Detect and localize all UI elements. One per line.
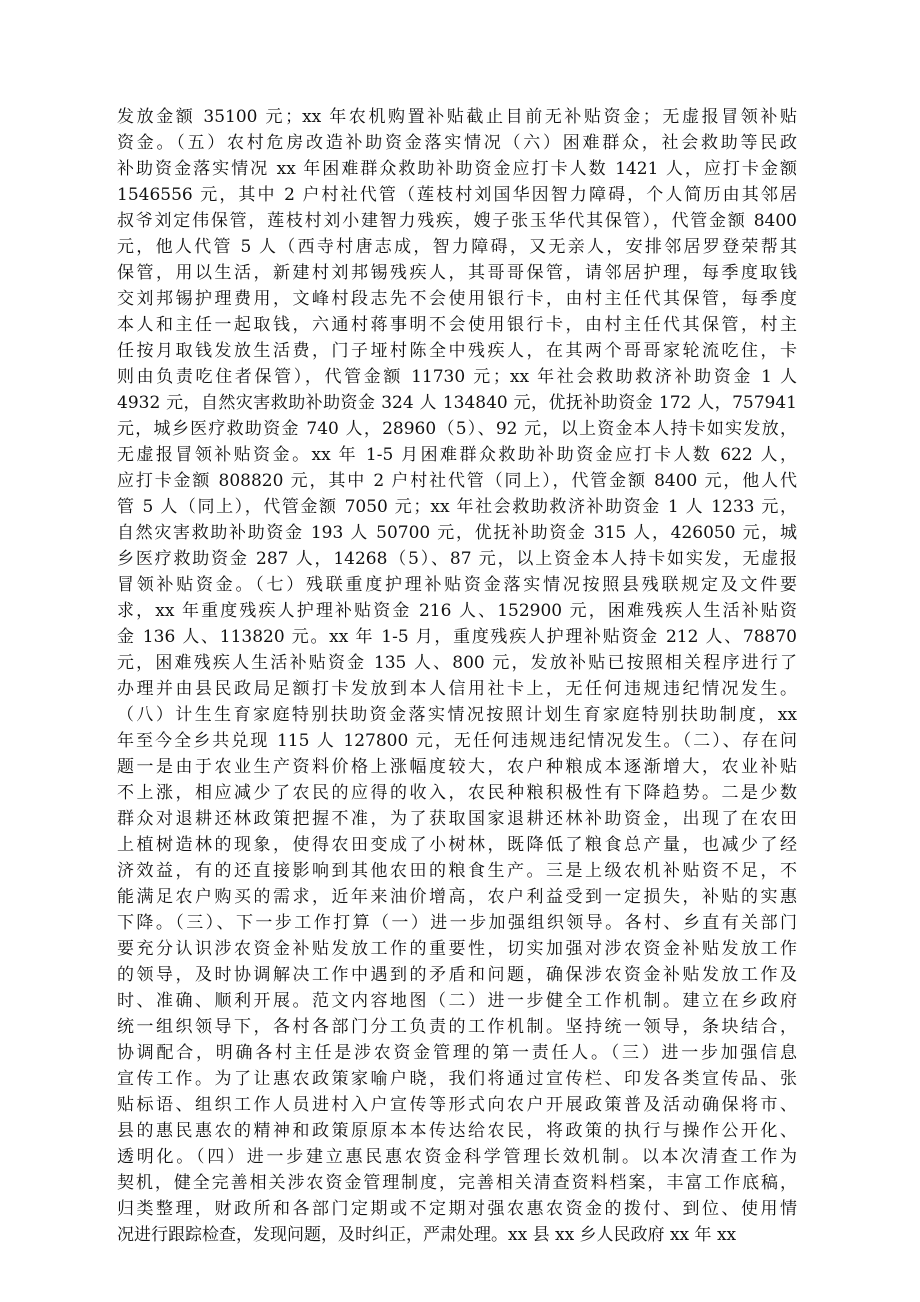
- text-line: 1546556 元，其中 2 户村社代管（莲枝村刘国华因智力障碍，个人简历由其邻居: [117, 185, 797, 205]
- text-line: 管 5 人（同上），代管金额 7050 元；xx 年社会救助救济补助资金 1 人 1233 元，: [117, 497, 797, 517]
- text-line: 叔爷刘定伟保管，莲枝村刘小建智力残疾，嫂子张玉华代其保管），代管金额 8400: [117, 211, 797, 231]
- text-line: 无虚报冒领补贴资金。xx 年 1-5 月困难群众救助补助资金应打卡人数 622 人，: [117, 445, 797, 465]
- text-line: 发放金额 35100 元；xx 年农机购置补贴截止目前无补贴资金；无虚报冒领补贴: [117, 107, 797, 127]
- text-line: 元，城乡医疗救助资金 740 人，28960（5）、92 元，以上资金本人持卡如实发放，: [117, 419, 797, 439]
- text-line: 4932 元，自然灾害救助补助资金 324 人 134840 元，优抚补助资金 172 人，757941: [117, 393, 797, 413]
- text-line: 题一是由于农业生产资料价格上涨幅度较大，农户种粮成本逐渐增大，农业补贴: [117, 757, 797, 777]
- text-line: 宣传工作。为了让惠农政策家喻户晓，我们将通过宣传栏、印发各类宣传品、张: [117, 1069, 797, 1089]
- text-line: 上植树造林的现象，使得农田变成了小树林，既降低了粮食总产量，也减少了经: [117, 835, 797, 855]
- text-line: 乡医疗救助资金 287 人，14268（5）、87 元，以上资金本人持卡如实发，无虚报: [117, 549, 797, 569]
- text-line: 不上涨，相应减少了农民的应得的收入，农民种粮积极性有下降趋势。二是少数: [117, 783, 797, 803]
- text-line: 补助资金落实情况 xx 年困难群众救助补助资金应打卡人数 1421 人，应打卡金额: [117, 159, 797, 179]
- text-line: 契机，健全完善相关涉农资金管理制度，完善相关清查资料档案，丰富工作底稿，: [117, 1173, 797, 1193]
- text-line: 求，xx 年重度残疾人护理补贴资金 216 人、152900 元，困难残疾人生活补贴资: [117, 601, 797, 621]
- text-line: 县的惠民惠农的精神和政策原原本本传达给农民，将政策的执行与操作公开化、: [117, 1121, 797, 1141]
- text-line: 济效益，有的还直接影响到其他农田的粮食生产。三是上级农机补贴资不足，不: [117, 861, 797, 881]
- text-line: 保管，用以生活，新建村刘邦锡残疾人，其哥哥保管，请邻居护理，每季度取钱: [117, 263, 797, 283]
- text-line: 交刘邦锡护理费用，文峰村段志先不会使用银行卡，由村主任代其保管，每季度: [117, 289, 797, 309]
- text-line: 况进行跟踪检查，发现问题，及时纠正，严肃处理。xx 县 xx 乡人民政府 xx 年 xx: [117, 1225, 737, 1245]
- text-line: 元，困难残疾人生活补贴资金 135 人、800 元，发放补贴已按照相关程序进行了: [117, 653, 797, 673]
- text-line: 时、准确、顺利开展。范文内容地图（二）进一步健全工作机制。建立在乡政府: [117, 991, 797, 1011]
- text-line: 自然灾害救助补助资金 193 人 50700 元，优抚补助资金 315 人，426050 元，城: [117, 523, 797, 543]
- text-line: 办理并由县民政局足额打卡发放到本人信用社卡上，无任何违规违纪情况发生。: [117, 679, 797, 699]
- document-body: [117, 104, 797, 1248]
- text-line: 的领导，及时协调解决工作中遇到的矛盾和问题，确保涉农资金补贴发放工作及: [117, 965, 797, 985]
- text-line: 归类整理，财政所和各部门定期或不定期对强农惠农资金的拨付、到位、使用情: [117, 1199, 797, 1219]
- text-line: 能满足农户购买的需求，近年来油价增高，农户利益受到一定损失，补贴的实惠: [117, 887, 797, 907]
- text-line: 年至今全乡共兑现 115 人 127800 元，无任何违规违纪情况发生。（二）、存在问: [117, 731, 797, 751]
- text-line: （八）计生生育家庭特别扶助资金落实情况按照计划生育家庭特别扶助制度，xx: [117, 705, 797, 725]
- text-line: 群众对退耕还林政策把握不准，为了获取国家退耕还林补助资金，出现了在农田: [117, 809, 797, 829]
- text-line: 下降。（三）、下一步工作打算（一）进一步加强组织领导。各村、乡直有关部门: [117, 913, 797, 933]
- text-line: 任按月取钱发放生活费，门子垭村陈全中残疾人，在其两个哥哥家轮流吃住，卡: [117, 341, 797, 361]
- text-line: 协调配合，明确各村主任是涉农资金管理的第一责任人。（三）进一步加强信息: [117, 1043, 797, 1063]
- text-line: 冒领补贴资金。（七）残联重度护理补贴资金落实情况按照县残联规定及文件要: [117, 575, 797, 595]
- text-line: 元，他人代管 5 人（西寺村唐志成，智力障碍，又无亲人，安排邻居罗登荣帮其: [117, 237, 797, 257]
- text-line: 本人和主任一起取钱，六通村蒋事明不会使用银行卡，由村主任代其保管，村主: [117, 315, 797, 335]
- text-line: 应打卡金额 808820 元，其中 2 户村社代管（同上），代管金额 8400 元，他人代: [117, 471, 797, 491]
- text-line: 要充分认识涉农资金补贴发放工作的重要性，切实加强对涉农资金补贴发放工作: [117, 939, 797, 959]
- text-line: 透明化。（四）进一步建立惠民惠农资金科学管理长效机制。以本次清查工作为: [117, 1147, 797, 1167]
- text-line: 贴标语、组织工作人员进村入户宣传等形式向农户开展政策普及活动确保将市、: [117, 1095, 797, 1115]
- text-line: 金 136 人、113820 元。xx 年 1-5 月，重度残疾人护理补贴资金 212 人、78870: [117, 627, 797, 647]
- text-line: 则由负责吃住者保管），代管金额 11730 元；xx 年社会救助救济补助资金 1 人: [117, 367, 797, 387]
- text-line: 统一组织领导下，各村各部门分工负责的工作机制。坚持统一领导，条块结合，: [117, 1017, 797, 1037]
- text-line: 资金。（五）农村危房改造补助资金落实情况（六）困难群众，社会救助等民政: [117, 133, 797, 153]
